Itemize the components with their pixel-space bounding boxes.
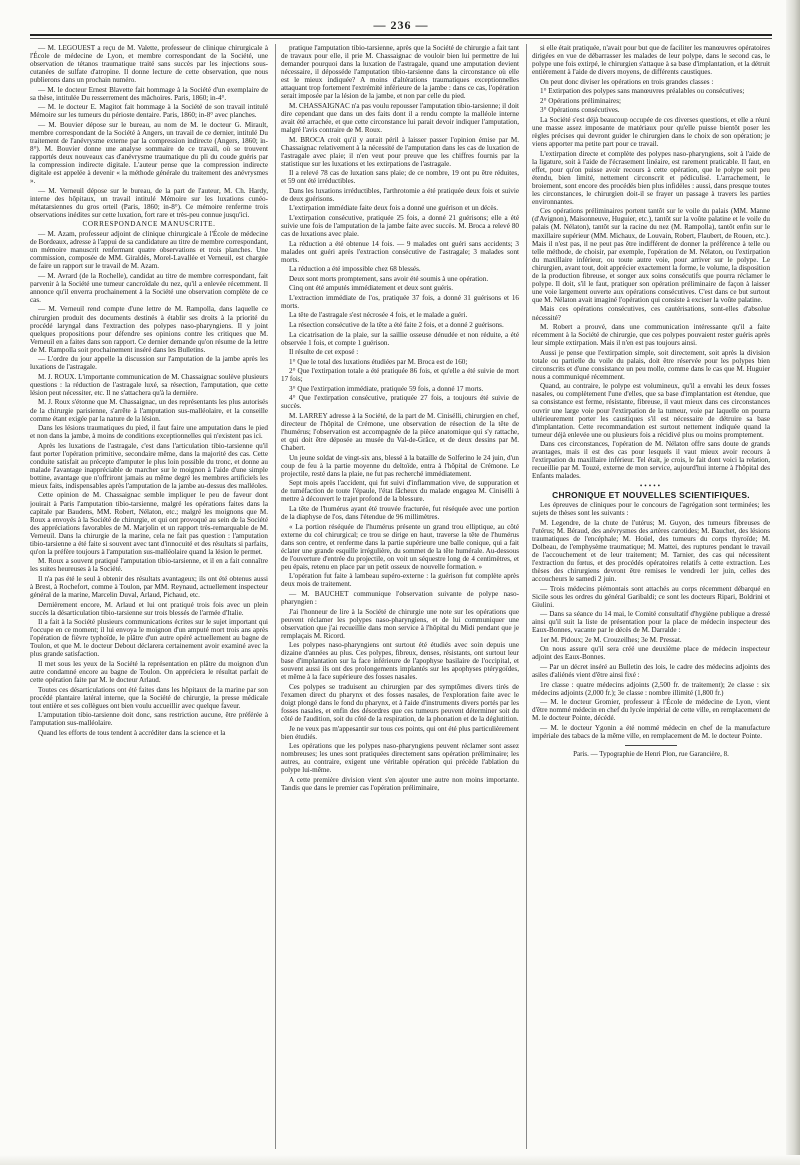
paragraph: — M. Verneuil rend compte d'une lettre de M. Rampolla, dans laquelle ce chirurgien produit des documents destinés à établir ses droits à la priorité du procédé laryngal dans l'extraction des polypes naso-pharyngiens. Il y joint quelques propositions pour défendre ses opinions contre les critiques que M. Verneuil en a faites dans son rapport. Ce dernier demande qu'on résume de la lettre de M. Rampolla soit prochainement inséré dans les Bulletins. bbox=[30, 305, 268, 354]
paragraph: M. Robert a prouvé, dans une communication intéressante qu'il a faite récemment à la Société de chirurgie, que ces polypes pouvaient rester guéris après leur simple extirpation. Mais il n'en est pas toujours ainsi. bbox=[532, 323, 770, 348]
paragraph: M. LARREY adresse à la Société, de la part de M. Cinisélli, chirurgien en chef, directeur de l'hôpital de Crémone, une observation de résection de la tête de l'humérus; l'observation est accompagnée de la pièce anatomique qui s'y rattache, et qui doit être déposée au musée du Val-de-Grâce, et de deux dessins par M. Chabert. bbox=[281, 411, 519, 453]
printer-imprint: Paris. — Typographie de Henri Plon, rue Garancière, 8. bbox=[573, 749, 729, 758]
paragraph: — M. Verneuil dépose sur le bureau, de la part de l'auteur, M. Ch. Hardy, interne des hôpitaux, un travail intitulé Mémoire sur les luxations cunéo-métatarsiennes du gros orteil (Paris, 1860; in-8°). Ce mémoire renferme trois observations inédites sur cette luxation, fort rare et très-peu connue jusqu'ici. bbox=[30, 186, 268, 219]
paragraph: J'ai l'honneur de lire à la Société de chirurgie une note sur les opérations que peuvent réclamer les polypes naso-pharyngiens, et de lui communiquer une observation que j'ai recueillie dans mon service à l'hôpital du Midi pendant que je remplaçais M. Ricord. bbox=[281, 607, 519, 640]
paragraph: La Société s'est déjà beaucoup occupée de ces diverses questions, et elle a réuni une masse assez imposante de matériaux pour qu'elle puisse bientôt poser les règles précises qui devront guider le chirurgien dans le choix de son opération; je viens apporter ma petite part pour ce travail. bbox=[532, 115, 770, 149]
scan-edge-shadow bbox=[786, 0, 800, 1165]
paragraph: On peut donc diviser les opérations en trois grandes classes : bbox=[540, 77, 714, 86]
paragraph: M. J. ROUX. L'importante communication de M. Chassaignac soulève plusieurs questions : la réduction de l'astragale luxé, sa résection, l'amputation, que cette lésion peut nécessiter, etc. Il ne s'attachera qu'à la dernière. bbox=[30, 372, 268, 397]
paragraph: Toutes ces désarticulations ont été faites dans les hôpitaux de la marine par son procédé plantaire latéral interne, que la Société de chirurgie, la presse médicale tout entière et ses collègues ont bien voulu accueillir avec quelque faveur. bbox=[30, 685, 268, 710]
paragraph: Après les luxations de l'astragale, c'est dans l'articulation tibio-tarsienne qu'il faut porter l'opération primitive, secondaire même, dans la majorité des cas. Cette conduite satisfait au précepte d'amputer le plus loin possible du tronc, et donne au malade l'avantage inappréciable de marcher sur le moignon à l'aide d'une simple bottine, avantage que n'offriront jamais au même degré les membres artificiels les mieux faits, indispensables après l'amputation de la jambe au-dessus des malléoles. bbox=[30, 441, 268, 490]
paragraph: — M. le docteur E. Magitot fait hommage à la Société de son travail intitulé Mémoire sur les tumeurs du périoste dentaire. Paris, 1860; in-8° avec planches. bbox=[30, 103, 268, 120]
paragraph: Dernièrement encore, M. Arlaud et lui ont pratiqué trois fois avec un plein succès la désarticulation tibio-tarsienne sur trois blessés de l'armée d'Italie. bbox=[30, 600, 268, 617]
paragraph: — L'ordre du jour appelle la discussion sur l'amputation de la jambe après les luxations de l'astragale. bbox=[30, 355, 268, 372]
paragraph: M. J. Roux s'étonne que M. Chassaignac, un des représentants les plus autorisés de la chirurgie parisienne, s'arrête à l'amputation sus-malléolaire, et la conseille comme étant exigée par la nature de la lésion. bbox=[30, 398, 268, 423]
paragraph: Dans les lésions traumatiques du pied, il faut faire une amputation dans le pied et non dans la jambe, à moins de conditions exceptionnelles qui n'existent pas ici. bbox=[30, 424, 268, 441]
paragraph: Sept mois après l'accident, qui fut suivi d'inflammation vive, de suppuration et de tuméfaction de toute l'épaule, l'état fâcheux du malade engagea M. Cinisélli à mettre à découvert le trajet profond de la blessure. bbox=[281, 479, 519, 504]
text-column-3 bbox=[532, 44, 770, 1154]
paragraph: L'extirpation consécutive, pratiquée 25 fois, a donné 21 guérisons; elle a été suivie une fois de l'amputation de la jambe faite avec succès. M. Broca a relevé 80 cas de luxations avec plaie. bbox=[281, 213, 519, 239]
paragraph: Dans ces circonstances, l'opération de M. Nélaton offre sans doute de grands avantages, mais il est des cas pour lesquels il vaut mieux avoir recours à l'extirpation du maxillaire inférieur. Tel était, je crois, le fait dont voici la relation, recueillie par M. Touzé, externe de mon service, aujourd'hui interne à l'hôpital des Enfants malades. bbox=[532, 440, 770, 481]
paragraph: L'extirpation immédiate faite deux fois a donné une guérison et un décès. bbox=[289, 204, 499, 213]
section-rule bbox=[625, 745, 677, 746]
paragraph: Cinq ont été amputés immédiatement et deux sont guéris. bbox=[289, 284, 454, 293]
paragraph: 3° Opérations consécutives. bbox=[540, 106, 620, 115]
ornament-divider: ••••• bbox=[639, 481, 663, 490]
paragraph: M. Roux a souvent pratiqué l'amputation tibio-tarsienne, et il en a fait connaître les suites heureuses à la Société. bbox=[30, 557, 268, 574]
paragraph: — M. LEGOUEST a reçu de M. Valette, professeur de clinique chirurgicale à l'École de médecine de Lyon, et membre correspondant de la Société, une observation de tétanos traumatique traité sans succès par les injections sous-cutanées de sulfate d'atropine. Il donne lecture de cette observation, que nous publierons dans un prochain numéro. bbox=[30, 44, 268, 85]
paragraph: La tête de l'astragale s'est nécrosée 4 fois, et le malade a guéri. bbox=[289, 311, 468, 320]
header-rule bbox=[30, 34, 772, 36]
paragraph: 2° Opérations préliminaires; bbox=[540, 96, 621, 105]
paragraph: pratique l'amputation tibio-tarsienne, après que la Société de chirurgie a fait tant de travaux pour elle, il prie M. Chassaignac de vouloir bien lui permettre de lui demander pourquoi dans la luxation de l'astragale, quand une amputation devient nécessaire, il déposséde l'amputation tibio-tarsienne dans la circonstance où elle est le mieux indiquée? A moins d'altérations traumatiques exceptionnelles attaquant trop fortement l'extrémité inférieure de la jambe : dans ce cas, l'opération serait imposée par la lésion de la jambe, et non par celle du pied. bbox=[281, 44, 519, 101]
paragraph: A cette première division vient s'en ajouter une autre non moins importante. Tandis que dans le premier cas l'opération préliminaire, bbox=[281, 775, 519, 793]
header-rule-thin bbox=[30, 38, 772, 39]
paragraph: La réduction a été impossible chez 68 blessés. bbox=[289, 265, 421, 274]
paragraph: Ces polypes se traduisent au chirurgien par des symptômes divers tirés de l'examen direct du pharynx et des fosses nasales, de l'exploration faite avec le doigt plongé dans le fond du pharynx, et à l'aide d'instruments divers portés par les fosses nasales, et enfin des désordres que ces tumeurs peuvent déterminer soit du côté de l'audition, soit du côté de la respiration, de la phonation et de la déglutition. bbox=[281, 682, 519, 724]
paragraph: Un jeune soldat de vingt-six ans, blessé à la bataille de Solferino le 24 juin, d'un coup de feu à la partie moyenne du deltoïde, entra à l'hôpital de Crémone. Le projectile, resté dans la plaie, ne fut pas recherché immédiatement. bbox=[281, 453, 519, 478]
paragraph: 4° Que l'extirpation consécutive, pratiquée 27 fois, a toujours été suivie de succès. bbox=[281, 394, 519, 411]
paragraph: Il met sous les yeux de la Société la représentation en plâtre du moignon d'un autre condamné encore au bagne de Toulon. On appréciera le résultat parfait de cette opération faite par M. le docteur Arlaud. bbox=[30, 659, 268, 685]
paragraph: Quand, au contraire, le polype est volumineux, qu'il a envahi les deux fosses nasales, ou complètement l'une d'elles, que sa base d'implantation est étendue, que sa consistance est ferme, résistante, fibreuse, il vaut mieux dans ces circonstances ouvrir une large voie pour l'extirpation de la tumeur, voie par laquelle on pourra ultérieurement porter les caustiques s'il est nécessaire de détruire sa base d'implantation. Cette recommandation est surtout nettement indiquée quand la tumeur déjà enlevée une ou plusieurs fois a récidivé plus ou moins promptement. bbox=[532, 382, 770, 439]
column-divider bbox=[526, 44, 527, 1149]
paragraph: 1° Que le total des luxations étudiées par M. Broca est de 160; bbox=[289, 357, 468, 366]
paragraph: La réduction a été obtenue 14 fois. — 9 malades ont guéri sans accidents; 3 malades ont guéri après l'extraction consécutive de l'astragale; 3 malades sont morts. bbox=[281, 239, 519, 264]
paragraph: M. Legendre, de la chute de l'utérus; M. Guyon, des tumeurs fibreuses de l'utérus; M. Béraud, des anévrysmes des artères carotides; M. Bauchet, des lésions traumatiques de l'encéphale; M. Hoüel, des tumeurs du corps thyroïde; M. Dolbeau, de l'emphysème traumatique; M. Mattei, des ruptures pendant le travail de l'accouchement et de leur traitement; M. Tarnier, des cas qui nécessitent l'extraction du fœtus, et des procédés opératoires relatifs à cette extraction. Les thèses des chirurgiens devront être remises le vendredi 1er juin, celles des accoucheurs le samedi 2 juin. bbox=[532, 518, 770, 583]
paragraph: Deux sont morts promptement, sans avoir été soumis à une opération. bbox=[289, 274, 489, 283]
paragraph: Il a relevé 78 cas de luxation sans plaie; de ce nombre, 19 ont pu être réduites, et 59 ont été irréductibles. bbox=[281, 169, 519, 186]
paragraph: M. BROCA croit qu'il y aurait péril à laisser passer l'opinion émise par M. Chassaignac relativement à la nécessité de l'amputation dans les cas de luxation de l'astragale avec plaie; il n'en veut pour preuve que les chiffres fournis par la statistique sur les luxations et les extirpations de l'astragale. bbox=[281, 135, 519, 168]
paragraph: Il n'a pas été le seul à obtenir des résultats avantageux; ils ont été obtenus aussi à Brest, à Rochefort, comme à Toulon, par MM. Reynaud, actuellement inspecteur général de la marine, Marcelin Duval, Arlaud, Pichaud, etc. bbox=[30, 574, 268, 600]
paragraph: Mais ces opérations consécutives, ces cautérisations, sont-elles d'absolue nécessité? bbox=[532, 305, 770, 322]
paragraph: — M. Azam, professeur adjoint de clinique chirurgicale à l'École de médecine de Bordeaux, adresse à l'appui de sa candidature au titre de membre correspondant, un mémoire manuscrit renfermant quatre observations et trois planches. Une commission, composée de MM. Giraldès, Morel-Lavallée et Verneuil, est chargée de faire un rapport sur le travail de M. Azam. bbox=[30, 230, 268, 271]
paragraph: 1re classe : quatre médecins adjoints (2,500 fr. de traitement); 2e classe : six médecins adjoints (2,000 fr.); 3e classe : nombre illimité (1,800 fr.) bbox=[532, 680, 770, 697]
paragraph: La résection consécutive de la tête a été faite 2 fois, et a donné 2 guérisons. bbox=[289, 321, 504, 329]
text-column-1 bbox=[30, 44, 268, 1154]
paragraph: — Dans sa séance du 14 mai, le Comité consultatif d'hygiène publique a dressé ainsi qu'il suit la liste de présentation pour la place de médecin inspecteur des Eaux-Bonnes, vacante par le décès de M. Darralde : bbox=[532, 610, 770, 635]
paragraph: Il a fait à la Société plusieurs communications écrites sur le sujet important qui l'occupe en ce moment; il lui envoya le moignon d'un amputé mort trois ans après l'opération de fièvre typhoïde, le plâtre d'un autre opéré actuellement au bagne de Toulon, et que M. le docteur Debout déclarera certainement avoir examiné avec la plus grande satisfaction. bbox=[30, 618, 268, 659]
paragraph: « La portion réséquée de l'humérus présente un grand trou elliptique, au côté externe du col chirurgical; ce trou se dirige en haut, traverse la tête de l'humérus dans son centre, et renferme dans la partie supérieure une balle conique, qui a fait éclater une grande esquille irrégulière, du sommet de la tête humérale. Au-dessous de l'ouverture d'entrée du projectile, on voit un séquestre long de 4 centimètres, et peu épais, retenu en place par un petit osseux de nouvelle formation. » bbox=[281, 522, 519, 571]
paragraph: — Par un décret inséré au Bulletin des lois, le cadre des médecins adjoints des asiles d'aliénés vient d'être ainsi fixé : bbox=[532, 662, 770, 679]
chronicle-heading: CHRONIQUE ET NOUVELLES SCIENTIFIQUES. bbox=[552, 490, 750, 501]
paragraph: Dans les luxations irréductibles, l'arthrotomie a été pratiquée deux fois et suivie de deux guérisons. bbox=[281, 186, 519, 203]
paragraph: 3° Que l'extirpation immédiate, pratiquée 59 fois, a donné 17 morts. bbox=[289, 384, 484, 393]
paragraph: — M. BAUCHET communique l'observation suivante de polype naso-pharyngien : bbox=[281, 589, 519, 606]
paragraph: 2° Que l'extirpation totale a été pratiquée 86 fois, et qu'elle a été suivie de mort 17 fois; bbox=[281, 367, 519, 384]
column-divider bbox=[275, 44, 276, 1149]
paragraph: Cette opinion de M. Chassaignac semble impliquer le peu de faveur dont jouirait à Paris l'amputation tibio-tarsienne, malgré les opérations faites dans la capitale par Baudens, MM. Robert, Nélaton, etc.; malgré les moignons que M. Roux a envoyés à la Société de chirurgie, et qui ont provoqué au sein de la Société des appréciations favorables de M. Marjolin et un rapport très-remarquable de M. Verneuil. Dans la chirurgie de la marine, cela ne fait pas question : l'amputation tibio-tarsienne a été faite si souvent avec tant d'innocuité et des résultats si parfaits, qu'on la préfère toujours à l'amputation sus-malléolaire quand la lésion le permet. bbox=[30, 491, 268, 556]
paragraph: — Trois médecins piémontais sont attachés au corps récemment débarqué en Sicile sous les ordres du général Garibaldi; ce sont les docteurs Ripari, Boldrini et Giulini. bbox=[532, 584, 770, 609]
paragraph: Il résulte de cet exposé : bbox=[289, 348, 359, 357]
paragraph: Les opérations que les polypes naso-pharyngiens peuvent réclamer sont assez nombreuses; les unes sont pratiquées directement sans opération préliminaire; les autres, au contraire, exigent une véritable opération qui précède l'ablation du polype lui-même. bbox=[281, 742, 519, 775]
paragraph: L'amputation tibio-tarsienne doit donc, sans restriction aucune, être préférée à l'amputation sus-malléolaire. bbox=[30, 711, 268, 728]
page-header bbox=[30, 16, 772, 30]
paragraph: — M. Bouvier dépose sur le bureau, au nom de M. le docteur G. Mirault, membre correspondant de la Société à Angers, un travail de ce dernier, intitulé Du traitement de l'anévrysme externe par la compression indirecte (Angers, 1860; in-8°). M. Bouvier donne une analyse sommaire de ce travail, où se trouvent rapportés deux nouveaux cas d'anévrysme traumatique du pli du coude guéris par la compression indirecte digitale. L'auteur pense que la compression indirecte digitale est appelée à devenir « la méthode générale du traitement des anévrysmes ». bbox=[30, 120, 268, 186]
paragraph: — M. Avrard (de la Rochelle), candidat au titre de membre correspondant, fait parvenir à la Société une tumeur cancroïdale du nez, qu'il a enlevée récemment. Il annonce qu'il enverra prochainement à la Société une observation complète de ce cas. bbox=[30, 271, 268, 304]
paragraph: Je ne veux pas m'appesantir sur tous ces points, qui ont été plus particulièrement bien étudiés. bbox=[281, 724, 519, 741]
paragraph: Les épreuves de cliniques pour le concours de l'agrégation sont terminées; les sujets de thèses sont les suivants : bbox=[532, 501, 770, 518]
paragraph: M. CHASSAIGNAC n'a pas voulu repousser l'amputation tibio-tarsienne; il doit dire cependant que dans un des faits dont il a rendu compte la malléole interne avait été arrachée, et que cette circonstance lui parait devoir indiquer l'amputation, malgré l'avis contraire de M. Roux. bbox=[281, 101, 519, 134]
paragraph: On nous assure qu'il sera créé une deuxième place de médecin inspecteur adjoint des Eaux-Bonnes. bbox=[532, 645, 770, 662]
paragraph: Aussi je pense que l'extirpation simple, soit directement, soit après la division totale ou partielle du voile du palais, doit être réservée pour les polypes bien circonscrits et d'une consistance un peu molle, comme dans le cas que M. Huguier nous a communiqué récemment. bbox=[532, 348, 770, 381]
paragraph: si elle était pratiquée, n'avait pour but que de faciliter les manœuvres opératoires dirigées en vue de débarrasser les malades de leur polype, dans le second cas, le polype une fois extirpé, le chirurgien s'attaque à sa base d'implantation, et la détruit entièrement à l'aide de divers moyens, de différents caustiques. bbox=[532, 44, 770, 77]
paragraph: Les polypes naso-pharyngiens ont surtout été étudiés avec soin depuis une dizaine d'années au plus. Ces polypes, fibreux, denses, résistants, ont surtout leur base d'implantation sur la face inférieure de l'apophyse basilaire de l'occipital, et souvent aussi ils ont des prolongements implantés sur les apophyses ptérygoïdes, et même à la face supérieure des fosses nasales. bbox=[281, 641, 519, 682]
paragraph: — M. le docteur Ernest Blavette fait hommage à la Société d'un exemplaire de sa thèse, intitulée Du resserrement des mâchoires. Paris, 1860; in-4°. bbox=[30, 85, 268, 102]
paragraph: 1er M. Pidoux; 2e M. Crouzeilhes; 3e M. Pressat. bbox=[540, 635, 682, 644]
paragraph: — M. le docteur Gromier, professeur à l'École de médecine de Lyon, vient d'être nommé médecin en chef du lycée impérial de cette ville, en remplacement de M. le docteur Pointe, décédé. bbox=[532, 698, 770, 723]
paragraph: Ces opérations préliminaires portent tantôt sur le voile du palais (MM. Manne (d'Avignon), Maisonneuve, Huguier, etc.), tantôt sur la voûte palatine et le voile du palais (M. Nélaton), tantôt sur la racine du nez (M. Rampolla), tantôt enfin sur le maxillaire supérieur (MM. Michaux, de Louvain, Robert, Flaubert, de Rouen, etc.). Mais il n'est pas, il ne peut pas être indifférent de donner la préférence à telle ou telle méthode, de choisir, par exemple, l'opération de M. Nélaton, ou l'extirpation du maxillaire inférieur, ou toute autre voie, pour arriver sur le polype. Le chirurgien, avant tout, doit apprécier exactement la forme, le volume, la disposition de la production fibreuse, et songer aux soins consécutifs que pourra réclamer le polype. Il doit, s'il le faut, pratiquer son opération préliminaire de façon à laisser une voie largement ouverte aux opérations consécutives. C'est dans ce but surtout que M. Nélaton avait imaginé l'opération qui consiste à exciser la voûte palatine. bbox=[532, 207, 770, 304]
paragraph: L'extirpation directe et complète des polypes naso-pharyngiens, soit à l'aide de la ligature, soit à l'aide de l'écrasement linéaire, est rarement praticable. Il faut, en effet, pour qu'on puisse avoir recours à cette opération, que le polype soit peu étendu, bien limité, nettement circonscrit et pédiculisé. L'arrachement, le broiement, sont encore des procédés bien plus infidèles : aussi, dans presque toutes les circonstances, le chirurgien doit-il se frayer un passage à travers les parties environnantes. bbox=[532, 149, 770, 206]
paragraph: — M. le docteur Ygonin a été nommé médecin en chef de la manufacture impériale des tabacs de la même ville, en remplacement de M. le docteur Pointe. bbox=[532, 723, 770, 740]
section-title: CORRESPONDANCE MANUSCRITE. bbox=[82, 220, 216, 229]
scan-edge-bottom bbox=[0, 1155, 800, 1165]
paragraph: L'extraction immédiate de l'os, pratiquée 37 fois, a donné 31 guérisons et 16 morts. bbox=[281, 293, 519, 310]
text-column-2 bbox=[281, 44, 519, 1154]
paragraph: 1° Extirpation des polypes sans manœuvres préalables ou consécutives; bbox=[540, 87, 745, 96]
paragraph: L'opération fut faite à lambeau supéro-externe : la guérison fut complète après deux mois de traitement. bbox=[281, 572, 519, 589]
page-number: — 236 — bbox=[373, 18, 429, 32]
paragraph: La cicatrisation de la plaie, sur la saillie osseuse dénudée et non réduite, a été observée 1 fois, et compte 1 guérison. bbox=[281, 330, 519, 347]
paragraph: Quand les efforts de tous tendent à accréditer dans la science et la bbox=[38, 728, 226, 737]
paragraph: La tête de l'humérus ayant été trouvée fracturée, fut réséquée avec une portion de la diaphyse de l'os, dans l'étendue de 96 millimètres. bbox=[281, 504, 519, 522]
